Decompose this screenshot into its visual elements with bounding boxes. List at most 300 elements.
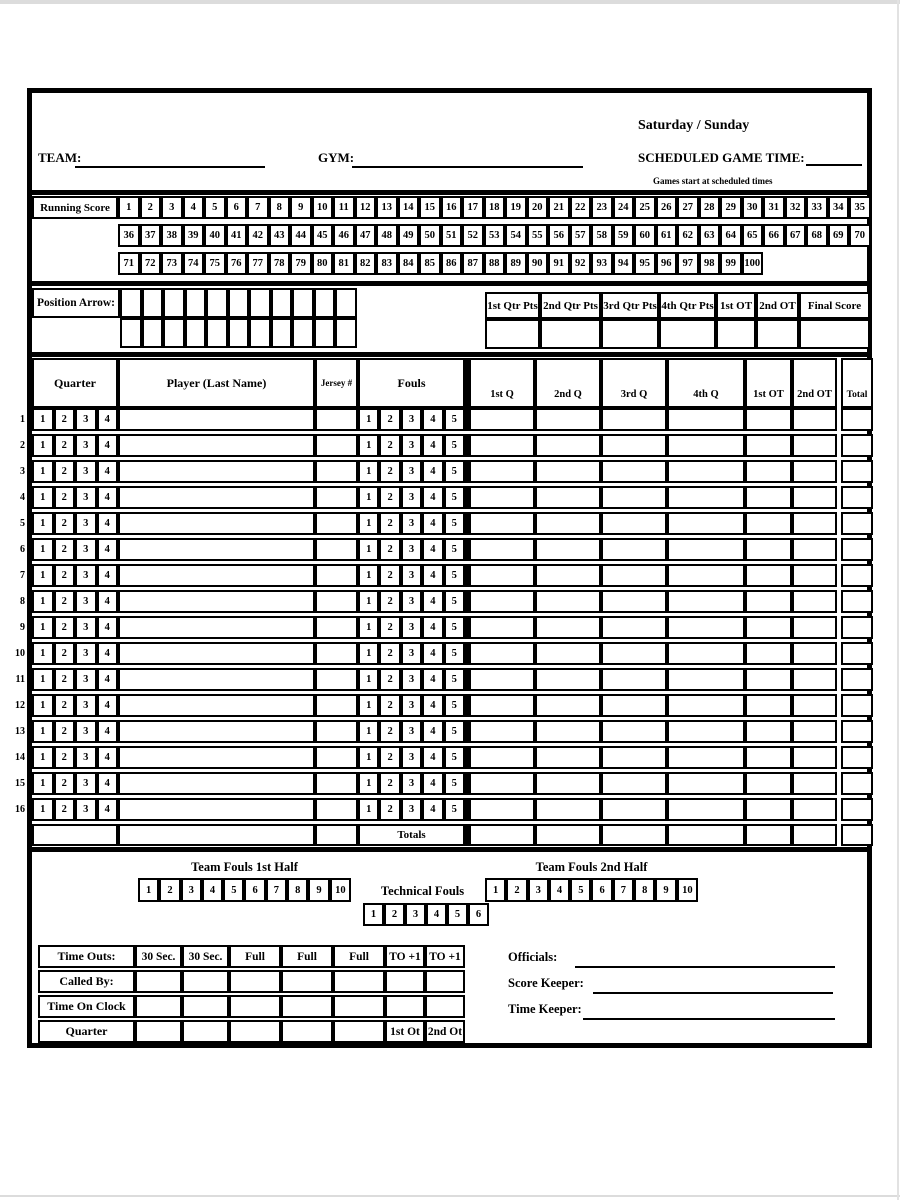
foul-number-cell[interactable]: 2 [379,408,400,431]
q3-total-cell[interactable] [601,824,667,846]
total-cell[interactable] [841,590,873,613]
running-score-cell[interactable]: 73 [161,252,183,275]
running-score-cell[interactable]: 39 [183,224,205,247]
foul-number-cell[interactable]: 4 [422,616,443,639]
foul-number-cell[interactable]: 2 [379,694,400,717]
running-score-cell[interactable]: 41 [226,224,248,247]
ot1-score-cell[interactable] [745,720,792,743]
running-score-cell[interactable]: 94 [613,252,635,275]
running-score-cell[interactable]: 24 [613,196,635,219]
running-score-cell[interactable]: 93 [591,252,613,275]
foul-number-cell[interactable]: 3 [401,642,422,665]
quarter-number-cell[interactable]: 3 [75,590,97,613]
running-score-cell[interactable]: 34 [828,196,850,219]
running-score-cell[interactable]: 32 [785,196,807,219]
position-arrow-cell[interactable] [142,318,164,348]
q2-score-cell[interactable] [535,460,601,483]
ot1-score-cell[interactable] [745,460,792,483]
running-score-cell[interactable]: 4 [183,196,205,219]
running-score-cell[interactable]: 91 [548,252,570,275]
total-cell[interactable] [841,408,873,431]
team-foul-cell[interactable]: 8 [287,878,308,902]
ot2-total-cell[interactable] [792,824,837,846]
total-cell[interactable] [841,668,873,691]
q1-score-cell[interactable] [469,642,535,665]
quarter-number-cell[interactable]: 3 [75,408,97,431]
position-arrow-cell[interactable] [249,318,271,348]
ot1-score-cell[interactable] [745,746,792,769]
team-foul-cell[interactable]: 1 [138,878,159,902]
foul-number-cell[interactable]: 1 [358,408,379,431]
foul-number-cell[interactable]: 2 [379,798,400,821]
q1-score-cell[interactable] [469,486,535,509]
jersey-number-cell[interactable] [315,798,358,821]
player-name-cell[interactable] [118,772,315,795]
quarter-number-cell[interactable]: 2 [54,694,76,717]
quarter-number-cell[interactable]: 1 [32,642,54,665]
team-foul-cell[interactable]: 2 [159,878,180,902]
quarter-number-cell[interactable]: 3 [75,486,97,509]
running-score-cell[interactable]: 22 [570,196,592,219]
called-by-cell[interactable] [281,970,333,993]
player-name-cell[interactable] [118,668,315,691]
foul-number-cell[interactable]: 1 [358,434,379,457]
quarter-number-cell[interactable]: 2 [54,512,76,535]
position-arrow-cell[interactable] [228,288,250,318]
total-cell[interactable] [841,460,873,483]
running-score-cell[interactable]: 29 [720,196,742,219]
total-cell[interactable] [841,512,873,535]
q2-total-cell[interactable] [535,824,601,846]
team-foul-cell[interactable]: 3 [181,878,202,902]
q1-score-cell[interactable] [469,668,535,691]
running-score-cell[interactable]: 82 [355,252,377,275]
team-foul-cell[interactable]: 5 [223,878,244,902]
position-arrow-cell[interactable] [142,288,164,318]
running-score-cell[interactable]: 99 [720,252,742,275]
technical-foul-cell[interactable]: 1 [363,903,384,926]
running-score-cell[interactable]: 50 [419,224,441,247]
running-score-cell[interactable]: 71 [118,252,140,275]
ot1-score-cell[interactable] [745,486,792,509]
running-score-cell[interactable]: 98 [699,252,721,275]
quarter-number-cell[interactable]: 4 [97,616,119,639]
q3-score-cell[interactable] [601,616,667,639]
foul-number-cell[interactable]: 5 [444,434,465,457]
position-arrow-cell[interactable] [120,288,142,318]
running-score-cell[interactable]: 44 [290,224,312,247]
q2-score-cell[interactable] [535,616,601,639]
foul-number-cell[interactable]: 2 [379,434,400,457]
q2-score-cell[interactable] [535,564,601,587]
ot2-score-cell[interactable] [792,486,837,509]
foul-number-cell[interactable]: 1 [358,590,379,613]
position-arrow-cell[interactable] [249,288,271,318]
running-score-cell[interactable]: 21 [548,196,570,219]
ot1-total-cell[interactable] [745,824,792,846]
technical-foul-cell[interactable]: 6 [468,903,489,926]
ot1-score-cell[interactable] [745,434,792,457]
foul-number-cell[interactable]: 1 [358,798,379,821]
q2-score-cell[interactable] [535,486,601,509]
ot1-score-cell[interactable] [745,590,792,613]
score-keeper-field[interactable] [593,992,833,994]
q4-score-cell[interactable] [667,408,745,431]
position-arrow-cell[interactable] [292,288,314,318]
foul-number-cell[interactable]: 2 [379,668,400,691]
foul-number-cell[interactable]: 3 [401,434,422,457]
time-on-clock-cell[interactable] [229,995,281,1018]
foul-number-cell[interactable]: 2 [379,512,400,535]
running-score-cell[interactable]: 46 [333,224,355,247]
jersey-number-cell[interactable] [315,668,358,691]
team-foul-cell[interactable]: 9 [655,878,676,902]
q3-score-cell[interactable] [601,694,667,717]
quarter-points-entry-cell[interactable] [756,319,799,349]
position-arrow-cell[interactable] [292,318,314,348]
time-keeper-field[interactable] [583,1018,835,1020]
running-score-cell[interactable]: 87 [462,252,484,275]
running-score-cell[interactable]: 100 [742,252,764,275]
running-score-cell[interactable]: 68 [806,224,828,247]
foul-number-cell[interactable]: 5 [444,408,465,431]
q1-score-cell[interactable] [469,434,535,457]
q3-score-cell[interactable] [601,746,667,769]
q4-score-cell[interactable] [667,512,745,535]
team-foul-cell[interactable]: 6 [244,878,265,902]
foul-number-cell[interactable]: 4 [422,590,443,613]
position-arrow-cell[interactable] [163,288,185,318]
quarter-number-cell[interactable]: 3 [75,798,97,821]
ot1-score-cell[interactable] [745,512,792,535]
foul-number-cell[interactable]: 2 [379,616,400,639]
quarter-number-cell[interactable]: 1 [32,746,54,769]
quarter-number-cell[interactable]: 2 [54,538,76,561]
foul-number-cell[interactable]: 1 [358,486,379,509]
quarter-points-entry-cell[interactable] [799,319,870,349]
time-on-clock-cell[interactable] [281,995,333,1018]
quarter-number-cell[interactable]: 1 [32,720,54,743]
quarter-number-cell[interactable]: 2 [54,564,76,587]
foul-number-cell[interactable]: 5 [444,746,465,769]
foul-number-cell[interactable]: 5 [444,694,465,717]
running-score-cell[interactable]: 12 [355,196,377,219]
foul-number-cell[interactable]: 2 [379,772,400,795]
quarter-number-cell[interactable]: 1 [32,486,54,509]
foul-number-cell[interactable]: 5 [444,798,465,821]
foul-number-cell[interactable]: 3 [401,668,422,691]
q4-score-cell[interactable] [667,564,745,587]
quarter-number-cell[interactable]: 3 [75,668,97,691]
quarter-number-cell[interactable]: 2 [54,590,76,613]
ot2-score-cell[interactable] [792,590,837,613]
time-on-clock-cell[interactable] [385,995,425,1018]
total-cell[interactable] [841,720,873,743]
jersey-number-cell[interactable] [315,746,358,769]
position-arrow-cell[interactable] [206,318,228,348]
position-arrow-cell[interactable] [120,318,142,348]
q3-score-cell[interactable] [601,668,667,691]
running-score-cell[interactable]: 61 [656,224,678,247]
q1-score-cell[interactable] [469,590,535,613]
q2-score-cell[interactable] [535,590,601,613]
running-score-cell[interactable]: 55 [527,224,549,247]
quarter-row-cell[interactable]: 2nd Ot [425,1020,465,1043]
foul-number-cell[interactable]: 4 [422,798,443,821]
quarter-number-cell[interactable]: 2 [54,616,76,639]
ot1-score-cell[interactable] [745,564,792,587]
q4-score-cell[interactable] [667,460,745,483]
foul-number-cell[interactable]: 3 [401,798,422,821]
foul-number-cell[interactable]: 3 [401,720,422,743]
quarter-row-cell[interactable] [281,1020,333,1043]
running-score-cell[interactable]: 31 [763,196,785,219]
technical-foul-cell[interactable]: 4 [426,903,447,926]
quarter-number-cell[interactable]: 3 [75,772,97,795]
running-score-cell[interactable]: 86 [441,252,463,275]
ot2-score-cell[interactable] [792,512,837,535]
position-arrow-cell[interactable] [335,318,357,348]
running-score-cell[interactable]: 15 [419,196,441,219]
position-arrow-cell[interactable] [314,288,336,318]
q3-score-cell[interactable] [601,590,667,613]
ot2-score-cell[interactable] [792,772,837,795]
foul-number-cell[interactable]: 1 [358,772,379,795]
team-foul-cell[interactable]: 8 [634,878,655,902]
quarter-number-cell[interactable]: 1 [32,694,54,717]
running-score-cell[interactable]: 69 [828,224,850,247]
ot2-score-cell[interactable] [792,694,837,717]
q1-score-cell[interactable] [469,772,535,795]
q1-score-cell[interactable] [469,512,535,535]
player-name-cell[interactable] [118,538,315,561]
quarter-number-cell[interactable]: 1 [32,616,54,639]
q4-score-cell[interactable] [667,694,745,717]
quarter-number-cell[interactable]: 2 [54,720,76,743]
q2-score-cell[interactable] [535,642,601,665]
q4-score-cell[interactable] [667,798,745,821]
quarter-number-cell[interactable]: 4 [97,746,119,769]
player-name-cell[interactable] [118,564,315,587]
running-score-cell[interactable]: 63 [699,224,721,247]
foul-number-cell[interactable]: 4 [422,668,443,691]
foul-number-cell[interactable]: 3 [401,486,422,509]
quarter-number-cell[interactable]: 1 [32,668,54,691]
ot2-score-cell[interactable] [792,668,837,691]
jersey-number-cell[interactable] [315,486,358,509]
q1-score-cell[interactable] [469,746,535,769]
running-score-cell[interactable]: 57 [570,224,592,247]
jersey-number-cell[interactable] [315,538,358,561]
player-name-cell[interactable] [118,434,315,457]
q1-score-cell[interactable] [469,616,535,639]
foul-number-cell[interactable]: 4 [422,746,443,769]
running-score-cell[interactable]: 17 [462,196,484,219]
team-foul-cell[interactable]: 4 [549,878,570,902]
running-score-cell[interactable]: 88 [484,252,506,275]
quarter-number-cell[interactable]: 1 [32,564,54,587]
foul-number-cell[interactable]: 2 [379,720,400,743]
foul-number-cell[interactable]: 5 [444,512,465,535]
foul-number-cell[interactable]: 5 [444,616,465,639]
quarter-number-cell[interactable]: 2 [54,668,76,691]
quarter-points-entry-cell[interactable] [601,319,659,349]
quarter-points-entry-cell[interactable] [716,319,756,349]
q1-score-cell[interactable] [469,720,535,743]
running-score-cell[interactable]: 19 [505,196,527,219]
q1-score-cell[interactable] [469,694,535,717]
q4-score-cell[interactable] [667,746,745,769]
player-name-cell[interactable] [118,486,315,509]
q1-score-cell[interactable] [469,408,535,431]
foul-number-cell[interactable]: 2 [379,564,400,587]
q2-score-cell[interactable] [535,538,601,561]
ot2-score-cell[interactable] [792,564,837,587]
team-foul-cell[interactable]: 2 [506,878,527,902]
foul-number-cell[interactable]: 3 [401,772,422,795]
quarter-points-entry-cell[interactable] [485,319,540,349]
q3-score-cell[interactable] [601,512,667,535]
foul-number-cell[interactable]: 1 [358,512,379,535]
q3-score-cell[interactable] [601,538,667,561]
officials-field[interactable] [575,966,835,968]
quarter-number-cell[interactable]: 2 [54,408,76,431]
jersey-number-cell[interactable] [315,720,358,743]
foul-number-cell[interactable]: 4 [422,720,443,743]
jersey-number-cell[interactable] [315,642,358,665]
foul-number-cell[interactable]: 2 [379,746,400,769]
foul-number-cell[interactable]: 3 [401,746,422,769]
quarter-number-cell[interactable]: 3 [75,538,97,561]
running-score-cell[interactable]: 84 [398,252,420,275]
running-score-cell[interactable]: 62 [677,224,699,247]
running-score-cell[interactable]: 52 [462,224,484,247]
quarter-number-cell[interactable]: 1 [32,772,54,795]
q2-score-cell[interactable] [535,512,601,535]
total-cell[interactable] [841,642,873,665]
quarter-number-cell[interactable]: 1 [32,798,54,821]
quarter-row-cell[interactable] [135,1020,182,1043]
quarter-number-cell[interactable]: 1 [32,538,54,561]
player-name-cell[interactable] [118,590,315,613]
running-score-cell[interactable]: 37 [140,224,162,247]
q4-score-cell[interactable] [667,616,745,639]
running-score-cell[interactable]: 51 [441,224,463,247]
quarter-number-cell[interactable]: 1 [32,590,54,613]
running-score-cell[interactable]: 78 [269,252,291,275]
q3-score-cell[interactable] [601,460,667,483]
running-score-cell[interactable]: 7 [247,196,269,219]
running-score-cell[interactable]: 77 [247,252,269,275]
team-foul-cell[interactable]: 10 [330,878,351,902]
quarter-number-cell[interactable]: 2 [54,772,76,795]
quarter-number-cell[interactable]: 3 [75,694,97,717]
running-score-cell[interactable]: 74 [183,252,205,275]
ot2-score-cell[interactable] [792,616,837,639]
ot2-score-cell[interactable] [792,460,837,483]
foul-number-cell[interactable]: 1 [358,564,379,587]
total-cell[interactable] [841,798,873,821]
foul-number-cell[interactable]: 5 [444,538,465,561]
quarter-number-cell[interactable]: 4 [97,642,119,665]
foul-number-cell[interactable]: 5 [444,668,465,691]
team-foul-cell[interactable]: 10 [677,878,698,902]
running-score-cell[interactable]: 90 [527,252,549,275]
q3-score-cell[interactable] [601,720,667,743]
team-foul-cell[interactable]: 5 [570,878,591,902]
running-score-cell[interactable]: 56 [548,224,570,247]
running-score-cell[interactable]: 53 [484,224,506,247]
running-score-cell[interactable]: 81 [333,252,355,275]
running-score-cell[interactable]: 95 [634,252,656,275]
running-score-cell[interactable]: 25 [634,196,656,219]
q1-total-cell[interactable] [469,824,535,846]
q2-score-cell[interactable] [535,668,601,691]
running-score-cell[interactable]: 18 [484,196,506,219]
running-score-cell[interactable]: 13 [376,196,398,219]
ot2-score-cell[interactable] [792,720,837,743]
quarter-number-cell[interactable]: 1 [32,512,54,535]
quarter-number-cell[interactable]: 1 [32,460,54,483]
running-score-cell[interactable]: 48 [376,224,398,247]
grand-total-cell[interactable] [841,824,873,846]
running-score-cell[interactable]: 3 [161,196,183,219]
player-name-cell[interactable] [118,642,315,665]
running-score-cell[interactable]: 28 [699,196,721,219]
q2-score-cell[interactable] [535,798,601,821]
running-score-cell[interactable]: 42 [247,224,269,247]
team-foul-cell[interactable]: 7 [613,878,634,902]
ot1-score-cell[interactable] [745,408,792,431]
running-score-cell[interactable]: 14 [398,196,420,219]
quarter-row-cell[interactable] [333,1020,385,1043]
running-score-cell[interactable]: 45 [312,224,334,247]
player-name-cell[interactable] [118,512,315,535]
quarter-number-cell[interactable]: 1 [32,408,54,431]
quarter-number-cell[interactable]: 4 [97,668,119,691]
running-score-cell[interactable]: 2 [140,196,162,219]
ot2-score-cell[interactable] [792,408,837,431]
running-score-cell[interactable]: 64 [720,224,742,247]
foul-number-cell[interactable]: 3 [401,616,422,639]
q2-score-cell[interactable] [535,720,601,743]
technical-foul-cell[interactable]: 2 [384,903,405,926]
foul-number-cell[interactable]: 4 [422,538,443,561]
foul-number-cell[interactable]: 5 [444,590,465,613]
jersey-number-cell[interactable] [315,564,358,587]
foul-number-cell[interactable]: 2 [379,538,400,561]
quarter-number-cell[interactable]: 4 [97,720,119,743]
position-arrow-cell[interactable] [271,288,293,318]
foul-number-cell[interactable]: 2 [379,590,400,613]
time-on-clock-cell[interactable] [425,995,465,1018]
q3-score-cell[interactable] [601,772,667,795]
running-score-cell[interactable]: 36 [118,224,140,247]
jersey-number-cell[interactable] [315,590,358,613]
jersey-number-cell[interactable] [315,460,358,483]
ot2-score-cell[interactable] [792,538,837,561]
position-arrow-cell[interactable] [314,318,336,348]
quarter-number-cell[interactable]: 2 [54,798,76,821]
running-score-cell[interactable]: 58 [591,224,613,247]
q4-score-cell[interactable] [667,642,745,665]
ot2-score-cell[interactable] [792,642,837,665]
running-score-cell[interactable]: 54 [505,224,527,247]
foul-number-cell[interactable]: 1 [358,720,379,743]
running-score-cell[interactable]: 26 [656,196,678,219]
running-score-cell[interactable]: 83 [376,252,398,275]
q1-score-cell[interactable] [469,564,535,587]
